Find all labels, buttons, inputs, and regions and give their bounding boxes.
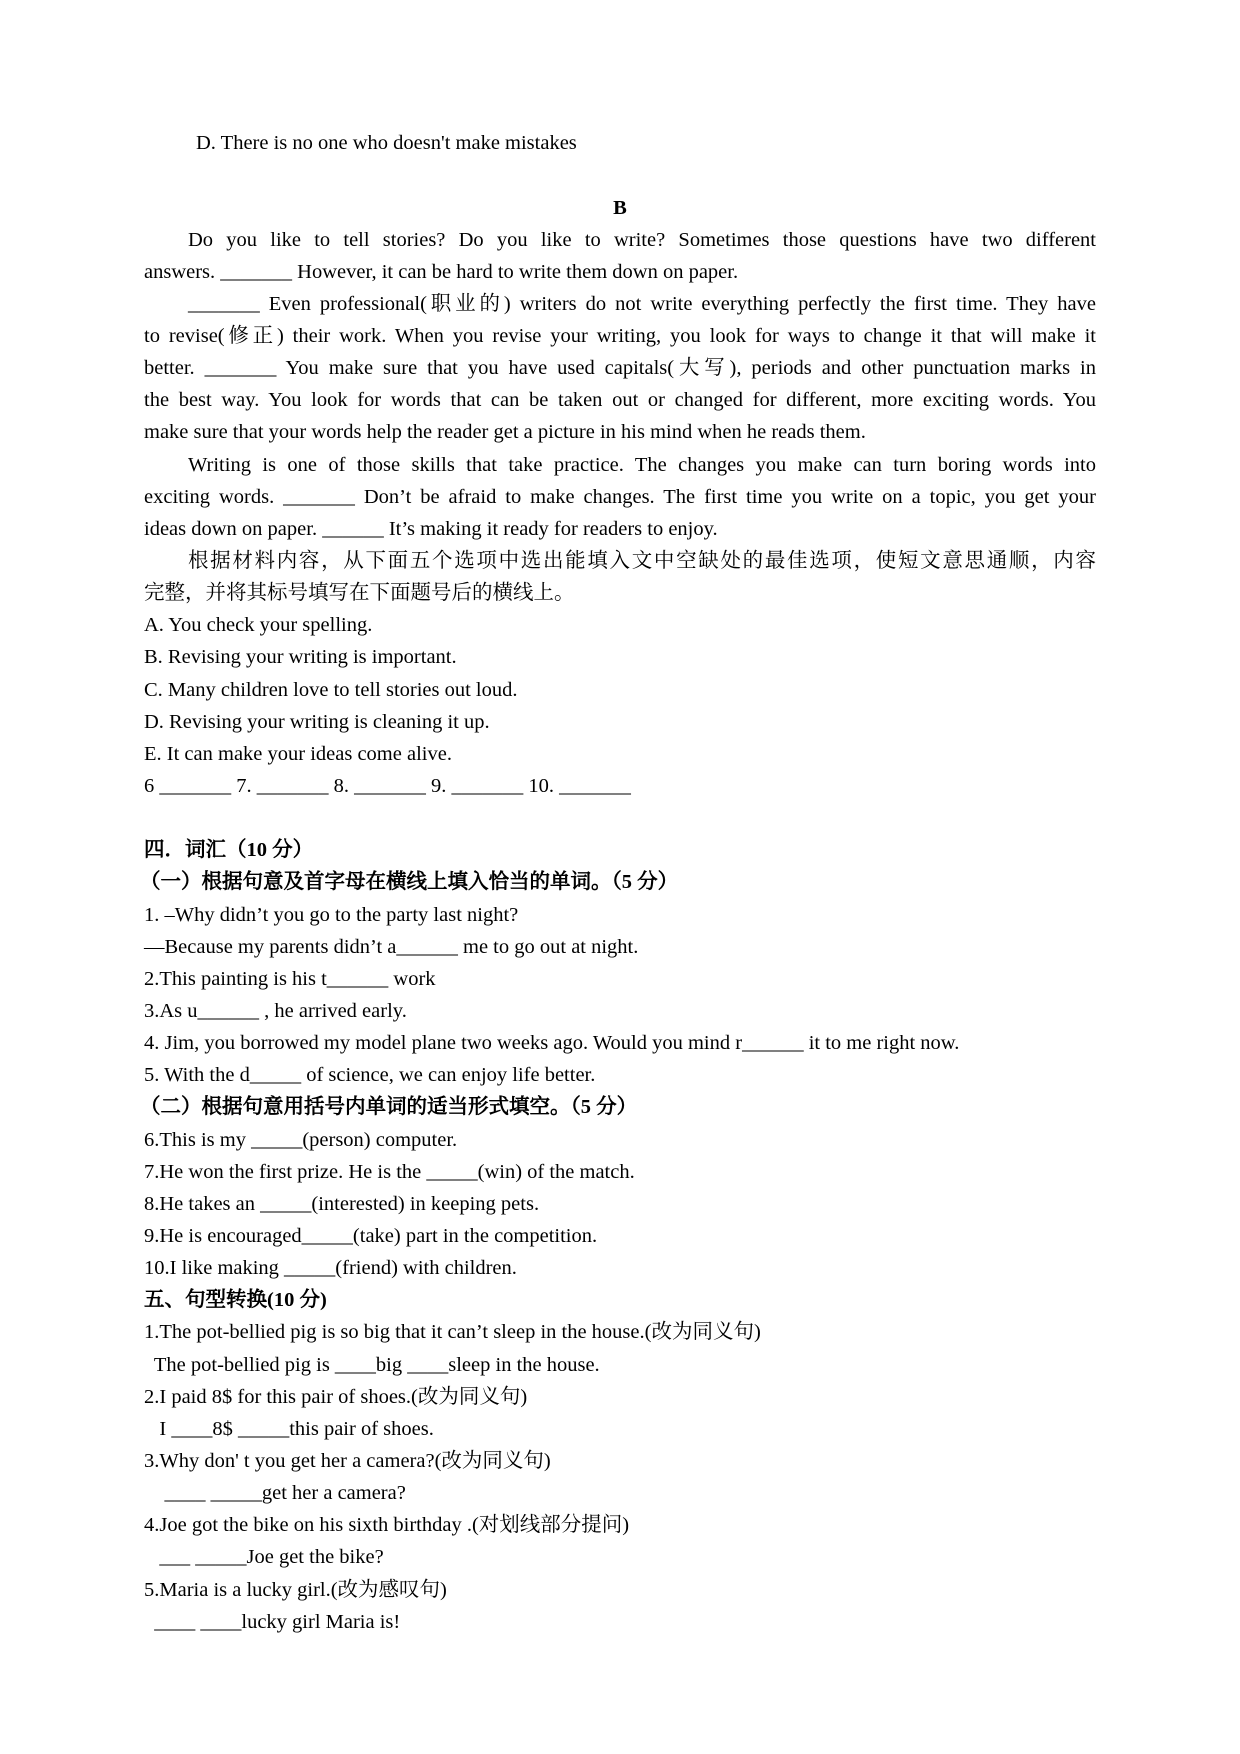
passage-b-heading: B: [613, 197, 627, 219]
option-a: A. You check your spelling.: [144, 614, 373, 636]
section-4-part-1-title: （一）根据句意及首字母在横线上填入恰当的单词。（5 分）: [140, 871, 679, 893]
passage-line: make sure that your words help the reader get a picture in his mind when he reads them.: [144, 421, 866, 443]
passage-line: better. _______ You make sure that you have used capitals(大写), periods and other punctuation marks in: [144, 357, 1096, 379]
transform-item: 1.The pot-bellied pig is so big that it can’t sleep in the house.(改为同义句): [144, 1321, 761, 1343]
passage-line: Writing is one of those skills that take practice. The changes you make can turn boring words into: [188, 454, 1096, 476]
passage-line: _______ Even professional(职业的) writers do not write everything perfectly the first time. They have: [188, 293, 1096, 315]
option-c: C. Many children love to tell stories out loud.: [144, 679, 518, 701]
transform-item: 5.Maria is a lucky girl.(改为感叹句): [144, 1579, 447, 1601]
option-e: E. It can make your ideas come alive.: [144, 743, 452, 765]
transform-answer: ___ _____Joe get the bike?: [144, 1546, 384, 1568]
section-5-title: 五、句型转换(10 分): [144, 1289, 327, 1311]
instruction-line: 完整，并将其标号填写在下面题号后的横线上。: [144, 582, 575, 604]
option-d: D. Revising your writing is cleaning it up.: [144, 711, 490, 733]
answer-blanks: 6 _______ 7. _______ 8. _______ 9. _______ 10. _______: [144, 775, 631, 797]
transform-item: 2.I paid 8$ for this pair of shoes.(改为同义句): [144, 1386, 528, 1408]
passage-line: the best way. You look for words that can be taken out or changed for different, more exciting words. You: [144, 389, 1096, 411]
passage-line: Do you like to tell stories? Do you like to write? Sometimes those questions have two different: [188, 229, 1096, 251]
transform-answer: ____ _____get her a camera?: [144, 1482, 406, 1504]
instruction-line: 根据材料内容，从下面五个选项中选出能填入文中空缺处的最佳选项，使短文意思通顺，内容: [188, 550, 1096, 572]
transform-answer: The pot-bellied pig is ____big ____sleep in the house.: [144, 1354, 600, 1376]
word-form-item: 10.I like making _____(friend) with children.: [144, 1257, 517, 1279]
transform-item: 4.Joe got the bike on his sixth birthday .(对划线部分提问): [144, 1514, 630, 1536]
vocab-item: 5. With the d_____ of science, we can enjoy life better.: [144, 1064, 596, 1086]
word-form-item: 9.He is encouraged_____(take) part in the competition.: [144, 1225, 598, 1247]
passage-line: to revise(修正) their work. When you revise your writing, you look for ways to change it that will make it: [144, 325, 1096, 347]
option-b: B. Revising your writing is important.: [144, 646, 457, 668]
word-form-item: 7.He won the first prize. He is the _____(win) of the match.: [144, 1161, 635, 1183]
passage-line: answers. _______ However, it can be hard to write them down on paper.: [144, 261, 739, 283]
section-4-part-2-title: （二）根据句意用括号内单词的适当形式填空。（5 分）: [140, 1096, 638, 1118]
passage-line: exciting words. _______ Don’t be afraid to make changes. The first time you write on a topic, you get your: [144, 486, 1096, 508]
word-form-item: 8.He takes an _____(interested) in keeping pets.: [144, 1193, 540, 1215]
transform-answer: I ____8$ _____this pair of shoes.: [144, 1418, 434, 1440]
passage-line: ideas down on paper. ______ It’s making it ready for readers to enjoy.: [144, 518, 718, 540]
vocab-item: 1. –Why didn’t you go to the party last night?: [144, 904, 519, 926]
vocab-item: 2.This painting is his t______ work: [144, 968, 436, 990]
vocab-item: 3.As u______ , he arrived early.: [144, 1000, 407, 1022]
section-4-title: 四．词汇（10 分）: [144, 839, 314, 861]
transform-item: 3.Why don' t you get her a camera?(改为同义句): [144, 1450, 551, 1472]
vocab-item: —Because my parents didn’t a______ me to go out at night.: [144, 936, 639, 958]
transform-answer: ____ ____lucky girl Maria is!: [144, 1611, 401, 1633]
word-form-item: 6.This is my _____(person) computer.: [144, 1129, 458, 1151]
previous-option-d: D. There is no one who doesn't make mistakes: [196, 132, 577, 154]
vocab-item: 4. Jim, you borrowed my model plane two weeks ago. Would you mind r______ it to me right now.: [144, 1032, 960, 1054]
